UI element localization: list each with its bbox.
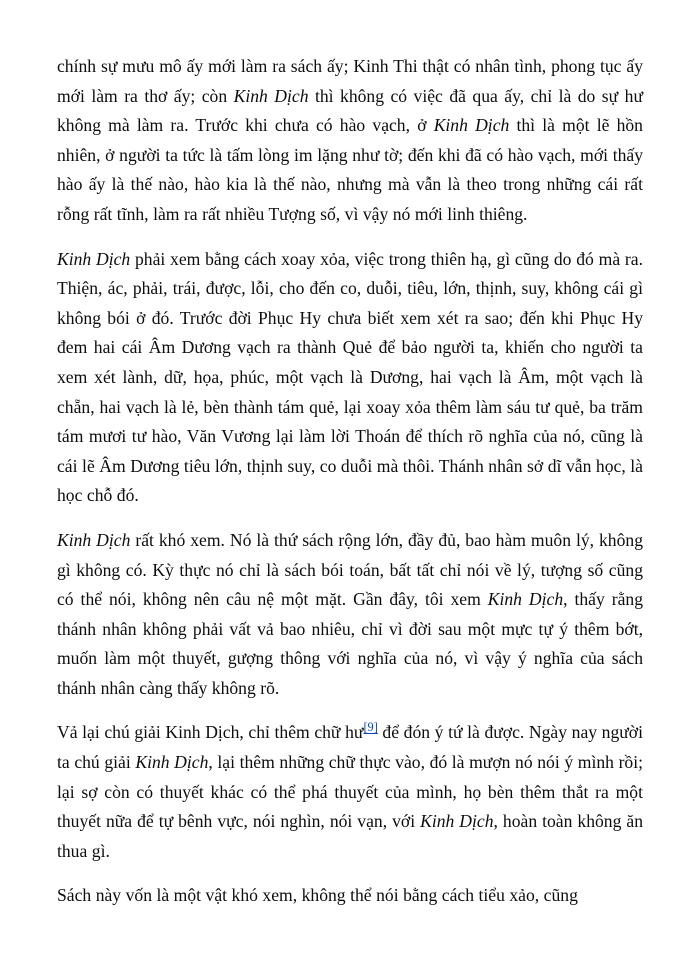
book-title-italic: Kinh Dịch [57, 529, 131, 550]
body-text-run: thì là một lẽ hồn nhiên, ở người ta tức là tấm lòng im lặng như tờ; đến khi đã có hào vạch, mới thấy hào ấy là thế nào, hào kia là thế nào, nhưng mà vẫn là theo trong những cái rất rỗng rất tĩnh, làm ra rất nhiều Tượng số, vì vậy nó mới linh thiêng. [57, 115, 643, 224]
body-text-run: , hoàn toàn không ăn thua gì. [57, 811, 643, 861]
book-title-italic: Kinh Dịch [233, 85, 309, 106]
body-text-run: thì không có việc đã qua ấy, chỉ là do sự hư không mà làm ra. Trước khi chưa có hào vạch, ở [57, 85, 643, 136]
footnote-reference-link[interactable]: [9] [363, 720, 378, 735]
body-paragraph [57, 718, 643, 866]
body-text-run: chính sự mưu mô ấy mới làm ra sách ấy; Kinh Thi thật có nhân tình, phong tục ấy mới làm ra thơ ấy; còn [57, 56, 643, 106]
book-title-italic: Kinh Dịch [487, 589, 564, 610]
text-column [57, 52, 643, 911]
body-text-run: , thấy rằng thánh nhân không phải vất vả bao nhiêu, chỉ vì đời sau một mực tự ý thêm bớt, muốn làm một thuyết, gượng thông với nghĩa của nó, vì vậy ý nghĩa của sách thánh nhân càng thấy không rõ. [57, 589, 643, 698]
body-text-run: , lại thêm những chữ thực vào, đó là mượn nó nói ý mình rồi; lại sợ còn có thuyết khác có thể phá thuyết của mình, họ bèn thêm thắt ra một thuyết nữa để tự bênh vực, nói nghìn, nói vạn, với [57, 752, 643, 832]
body-text-run: rất khó xem. Nó là thứ sách rộng lớn, đầy đủ, bao hàm muôn lý, không gì không có. Kỳ thực nó chỉ là sách bói toán, bất tất chỉ nói về lý, tượng số cũng có thể nói, không nên câu nệ một mặt. Gần đây, tôi xem [57, 529, 643, 610]
body-paragraph [57, 881, 643, 911]
book-title-italic: Kinh Dịch [433, 115, 510, 136]
body-text-run: Sách này vốn là một vật khó xem, không thể nói bằng cách tiểu xảo, cũng [57, 885, 578, 906]
body-text-run: để đón ý tứ là được. Ngày nay người ta chú giải [57, 722, 643, 773]
body-paragraph [57, 52, 643, 230]
book-title-italic: Kinh Dịch [57, 248, 131, 269]
body-text-run: phải xem bằng cách xoay xỏa, việc trong thiên hạ, gì cũng do đó mà ra. Thiện, ác, phải, trái, được, lỗi, cho đến co, duỗi, tiêu, lớn, thịnh, suy, không cái gì không bói ở đó. Trước đời Phục Hy chưa biết xem xét ra sao; đến khi Phục Hy đem hai cái Âm Dương vạch ra thành Quẻ để bảo người ta, khiến cho người ta xem xét lành, dữ, họa, phúc, một vạch là Dương, hai vạch là Âm, một vạch là chẵn, hai vạch là lẻ, bèn thành tám quẻ, lại xoay xỏa thêm làm sáu tư quẻ, ba trăm tám mươi tư hào, Văn Vương lại làm lời Thoán để thích rõ nghĩa của nó, cũng là cái lẽ Âm Dương tiêu lớn, thịnh suy, co duỗi mà thôi. Thánh nhân sở dĩ vẫn học, là học chỗ đó. [57, 248, 643, 506]
book-title-italic: Kinh Dịch [420, 811, 494, 832]
body-paragraph [57, 245, 643, 511]
body-text-run: Vả lại chú giải Kinh Dịch, chỉ thêm chữ hư [57, 722, 364, 743]
book-title-italic: Kinh Dịch [135, 752, 209, 773]
body-paragraph [57, 526, 643, 704]
